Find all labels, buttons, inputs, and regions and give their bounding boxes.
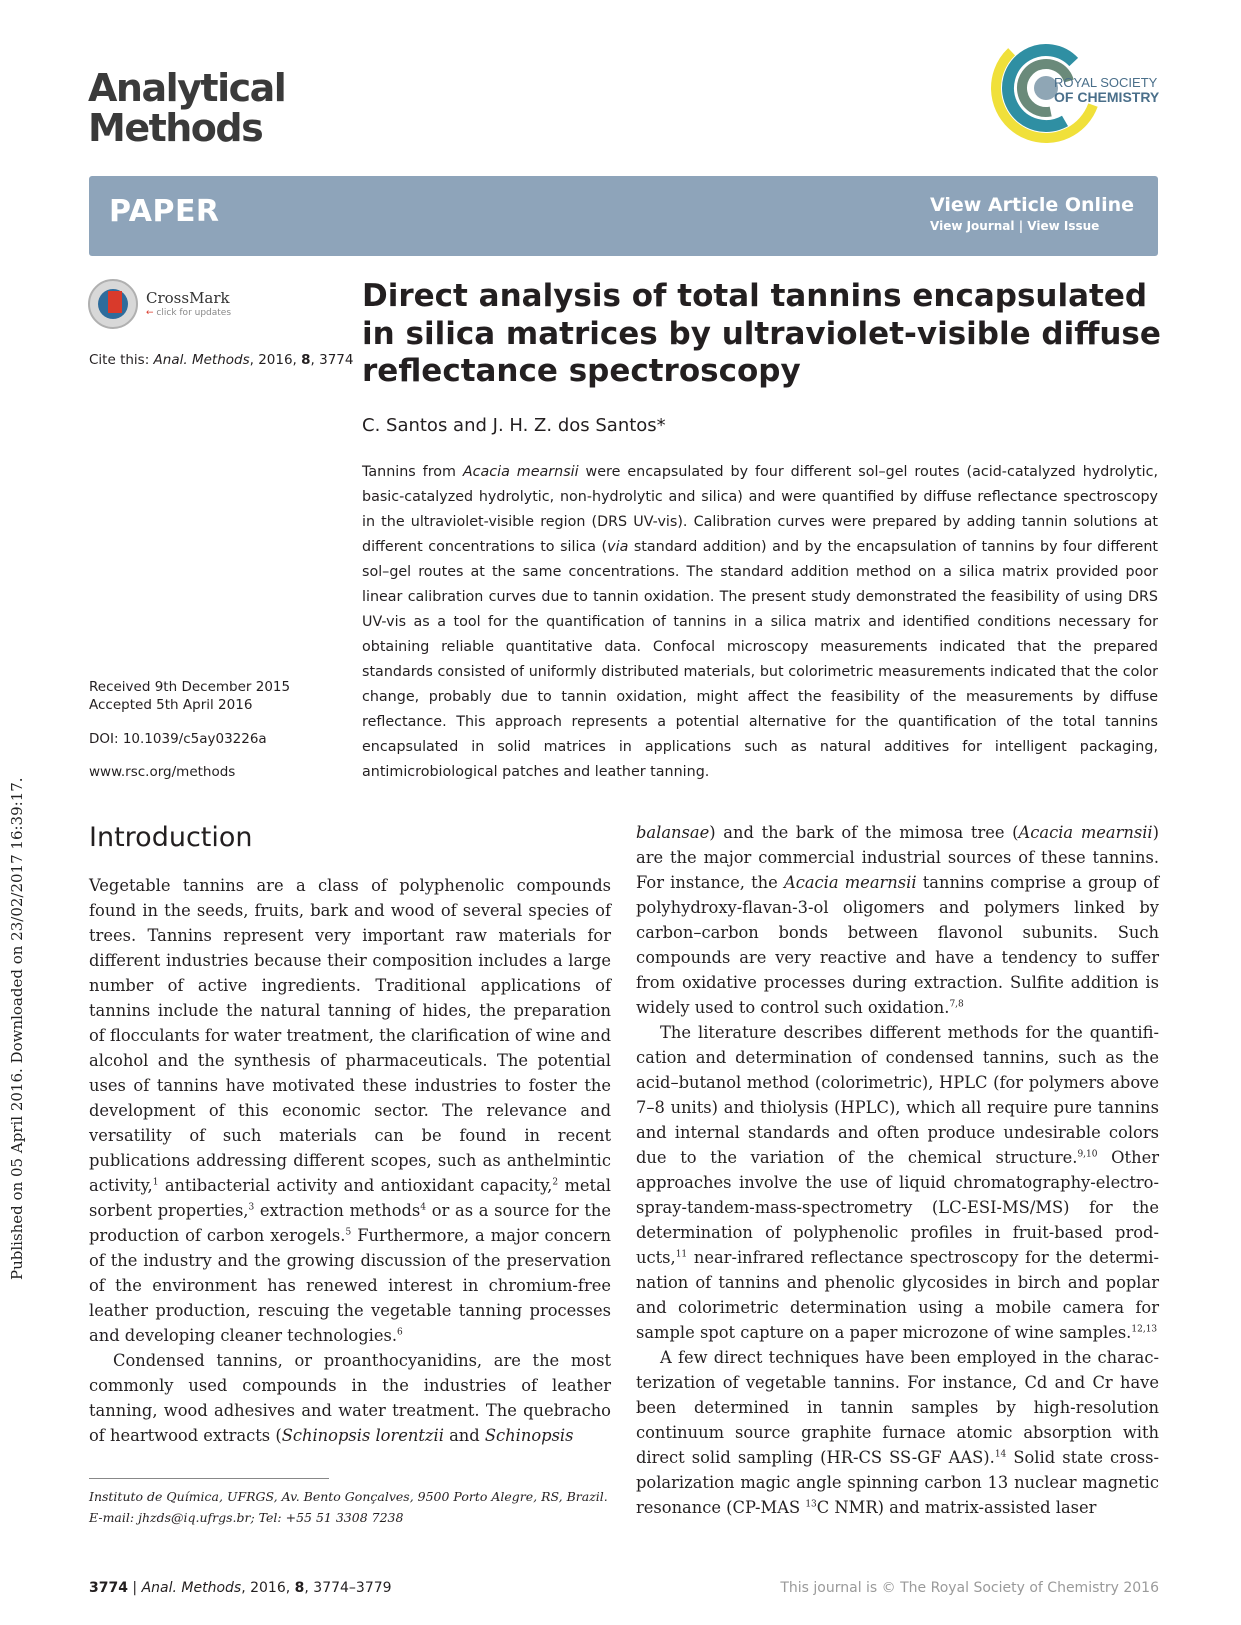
article-title: Direct analysis of total tannins encapsulated in silica matrices by ultraviolet-visible diffuse reflectance spectroscopy bbox=[362, 278, 1161, 389]
view-issue-link[interactable]: View Issue bbox=[1027, 219, 1100, 233]
journal-website-link[interactable]: www.rsc.org/methods bbox=[89, 764, 236, 780]
crossmark-label: CrossMark bbox=[146, 289, 230, 307]
view-article-online-link[interactable]: View Article Online bbox=[930, 194, 1134, 216]
affiliation-line: Instituto de Química, UFRGS, Av. Bento Gonçalves, 9500 Porto Alegre, RS, Brazil. bbox=[89, 1489, 608, 1504]
received-date: Received 9th December 2015 bbox=[89, 679, 291, 695]
paragraph: Condensed tannins, or proanthocyanidins, are the most commonly used compounds in the industries of leather tanning, wood adhesives and water treatment. The quebracho of heartwood extracts (Schinopsis lorentzii and Schinopsis bbox=[89, 1351, 611, 1445]
page-footer-citation: 3774 | Anal. Methods, 2016, 8, 3774–3779 bbox=[89, 1580, 392, 1596]
rsc-logo-line1: ROYAL SOCIETY bbox=[1054, 75, 1158, 90]
affiliation-footnote bbox=[89, 1486, 611, 1528]
journal-title-line2: Methods bbox=[88, 106, 263, 150]
copyright-notice: This journal is © The Royal Society of Chemistry 2016 bbox=[780, 1580, 1159, 1596]
received-dates bbox=[89, 678, 290, 714]
citation: Cite this: Anal. Methods, 2016, 8, 3774 bbox=[89, 352, 354, 368]
journal-issue-links bbox=[930, 219, 1134, 233]
journal-title-line1: Analytical bbox=[88, 66, 286, 110]
accepted-date: Accepted 5th April 2016 bbox=[89, 697, 253, 713]
doi[interactable]: DOI: 10.1039/c5ay03226a bbox=[89, 731, 267, 747]
paragraph: Vegetable tannins are a class of polyphenolic compounds found in the seeds, fruits, bark and wood of several species of trees. Tannins represent very important raw materials for different industries because their composition includes a large number of active ingredients. Traditional applications of tannins include the natural tanning of hides, the preparation of flocculants for water treatment, the clarification of wine and alcohol and the synthesis of pharmaceuticals. The potential uses of tannins have motivated these industries to foster the development of this economic sector. The relevance and versatility of such materials can be found in recent publications addressing different scopes, such as anthelmintic activity,$^1$ antibacterial activity and antioxidant capacity,$^2$ metal sorbent properties,$^3$ extraction methods$^4$ or as a source for the production of carbon xerogels.$^5$ Furthermore, a major concern of the industry and the growing discussion of the preservation of the environment has renewed interest in chromium-free leather production, rescuing the vegetable tanning processes and developing cleaner technologies.$^6$ bbox=[89, 876, 611, 1345]
footnote-divider bbox=[89, 1478, 329, 1479]
view-journal-link[interactable]: View Journal bbox=[930, 219, 1015, 233]
article-links bbox=[930, 194, 1134, 233]
download-stamp: Published on 05 April 2016. Downloaded on 23/02/2017 16:39:17. bbox=[8, 777, 26, 1280]
rsc-logo-text bbox=[1054, 75, 1159, 105]
author-list: C. Santos and J. H. Z. dos Santos* bbox=[362, 415, 666, 436]
abstract: Tannins from Acacia mearnsii were encapsulated by four different sol–gel routes (acid-catalyzed hydrolytic, basic-catalyzed hydrolytic, non-hydrolytic and silica) and were quantified by diffuse reflectance spectroscopy in the ultraviolet-visible region (DRS UV-vis). Calibration curves were prepared by adding tannin solutions at different concentrations to silica (via standard addition) and by the encapsulation of tannins by four different sol–gel routes at the same concentrations. The standard addition method on a silica matrix provided poor linear calibration curves due to tannin oxidation. The present study demonstrated the feasibility of using DRS UV-vis as a tool for the quantification of tannins in a silica matrix and identified conditions necessary for obtaining reliable quantitative data. Confocal microscopy measurements indicated that the prepared standards consisted of uniformly distributed materials, but colorimetric measurements indicated that the color change, probably due to tannin oxidation, might affect the feasibility of the measurements by diffuse reflectance. This approach represents a potential alternative for the quantification of the total tannins encapsulated in solid matrices in applications such as natural additives for intelligent packaging, antimicrobiological patches and leather tanning. bbox=[362, 464, 1159, 780]
paragraph: The literature describes different methods for the quantification and determination of condensed tannins, such as the acid–butanol method (colorimetric), HPLC (for polymers above 7–8 units) and thiolysis (HPLC), which all require pure tannins and internal standards and often produce undesirable colors due to the variation of the chemical structure.$^{9,10}$ Other approaches involve the use of liquid chromatography-electrospray-tandem-mass-spectrometry (LC-ESI-MS/MS) for the determination of polyphenolic profiles in fruit-based products,$^{11}$ near-infrared reflectance spectroscopy for the determination of tannins and phenolic glycosides in birch and poplar and colorimetric determination using a mobile camera for sample spot capture on a paper microzone of wine samples.$^{12,13}$ bbox=[636, 1023, 1159, 1342]
paragraph: A few direct techniques have been employed in the characterization of vegetable tannins. For instance, Cd and Cr have been determined in tannin samples by high-resolution continuum source graphite furnace atomic absorption with direct solid sampling (HR-CS SS-GF AAS).$^{14}$ Solid state cross-polarization magic angle spinning carbon 13 nuclear magnetic resonance (CP-MAS $^{13}$C NMR) and matrix-assisted laser bbox=[636, 1348, 1159, 1517]
article-type-banner bbox=[89, 176, 1158, 256]
link-separator: | bbox=[1018, 219, 1024, 233]
paragraph: balansae) and the bark of the mimosa tree (Acacia mearnsii) are the major commercial industrial sources of these tannins. For instance, the Acacia mearnsii tannins comprise a group of polyhydroxy-flavan-3-ol oligomers and polymers linked by carbon–carbon bonds between flavonol subunits. Such compounds are very reactive and have a tendency to suffer from oxidative processes during extraction. Sulfite addition is widely used to control such oxidation.$^{7,8}$ bbox=[636, 823, 1159, 1017]
section-heading-introduction: Introduction bbox=[89, 822, 253, 853]
journal-title[interactable] bbox=[88, 68, 285, 148]
article-type-label: PAPER bbox=[109, 194, 220, 229]
rsc-logo-line2: OF CHEMISTRY bbox=[1054, 89, 1160, 105]
crossmark-sub: ← click for updates bbox=[146, 308, 232, 318]
contact-line[interactable]: E-mail: jhzds@iq.ufrgs.br; Tel: +55 51 3308 7238 bbox=[89, 1510, 404, 1525]
body-column-left bbox=[89, 873, 611, 1448]
body-column-right bbox=[636, 820, 1159, 1520]
crossmark-badge[interactable] bbox=[88, 279, 248, 333]
crossmark-icon bbox=[88, 279, 138, 329]
